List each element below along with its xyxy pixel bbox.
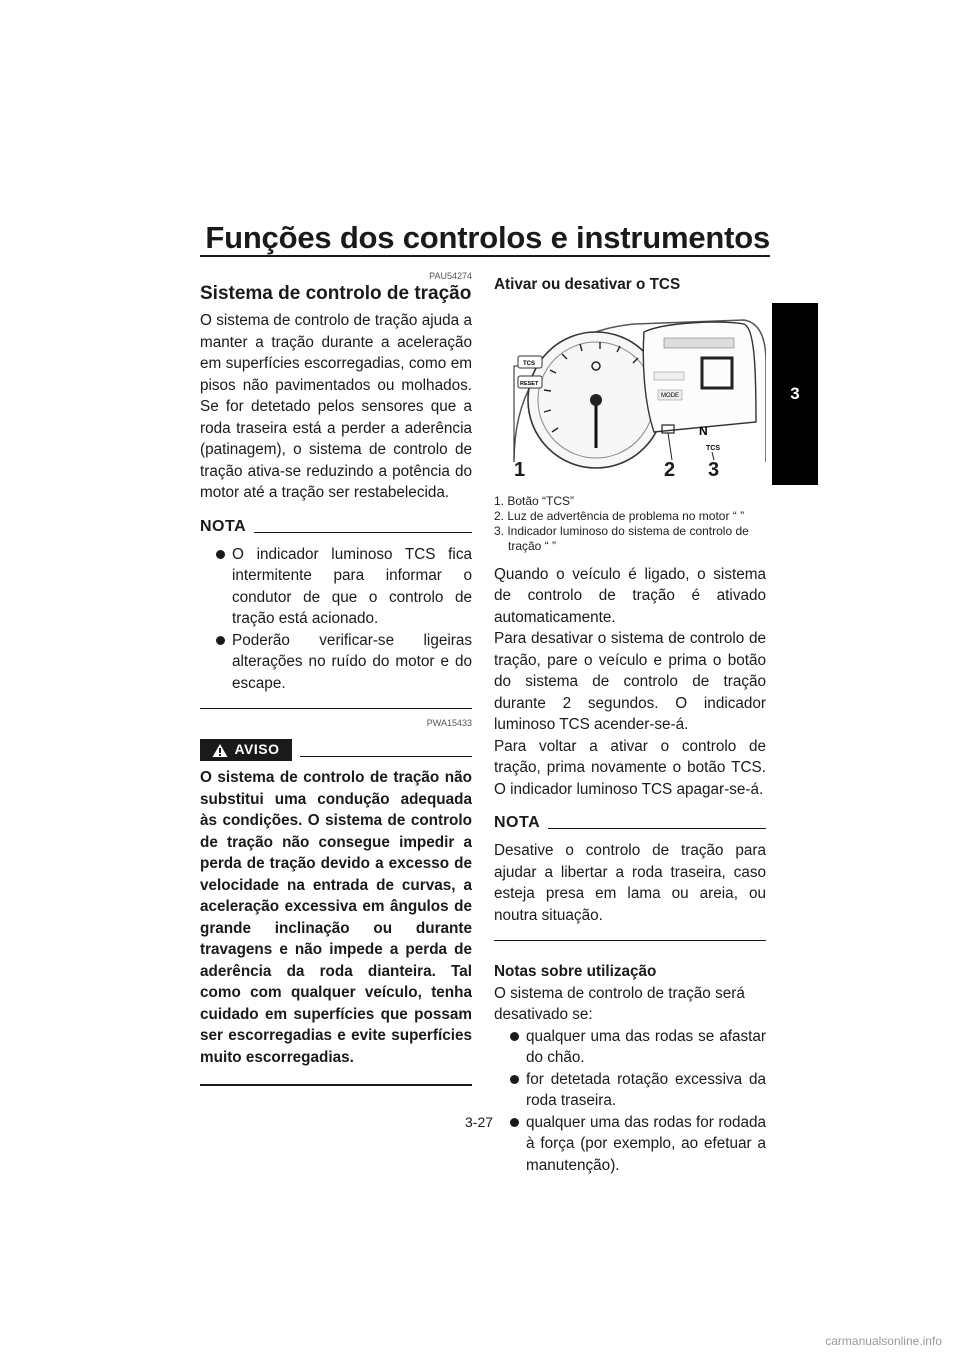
aviso-badge: [200, 739, 292, 761]
list-item: O indicador luminoso TCS fica intermitente para informar o condutor de que o controlo de tração está acionado.: [210, 544, 472, 630]
left-column: [200, 270, 472, 1086]
notes-list: [494, 1026, 766, 1177]
mode-label: MODE: [661, 392, 679, 399]
chapter-number: 3: [790, 384, 800, 403]
nota-end-rule: [200, 708, 472, 709]
aviso-rule: [300, 756, 472, 757]
paragraph: Para voltar a ativar o controlo de tração, prima novamente o botão TCS. O indicador luminoso TCS apagar-se-á.: [494, 737, 766, 798]
caption-item: 3. Indicador luminoso do sistema de controlo de tração “ ”: [494, 523, 749, 553]
section-title: Sistema de controlo de tração: [200, 283, 472, 304]
caption-item: 1. Botão “TCS”: [494, 493, 575, 508]
paragraph: Quando o veículo é ligado, o sistema de controlo de tração é ativado automaticamente.: [494, 565, 766, 626]
paragraph: Para desativar o sistema de controlo de tração, pare o veículo e prima o botão do sistema de controlo de tração durante 2 segundos. O indicador luminoso TCS acender-se-á.: [494, 630, 766, 733]
list-item: qualquer uma das rodas for rodada à força (por exemplo, ao efetuar a manutenção).: [504, 1112, 766, 1177]
nota-header: [494, 814, 766, 832]
aviso-header: [200, 739, 472, 761]
reference-code: PAU54274: [429, 271, 472, 281]
list-item: for detetada rotação excessiva da roda traseira.: [504, 1069, 766, 1112]
figure-number: 2: [664, 458, 676, 481]
intro-paragraph: O sistema de controlo de tração ajuda a manter a tração durante a aceleração em superfícies escorregadias, como em pisos não pavimentados ou molhados. Se for detetado pelos sensores que a roda traseira está a perder a aderência (patinagem), o sistema de controlo de tração ativa-se reduzindo a potência do motor até a tração ser restabelecida.: [200, 312, 472, 501]
warning-triangle-icon: [212, 743, 228, 758]
nota-end-rule: [494, 940, 766, 941]
aviso-label: AVISO: [234, 741, 280, 758]
header-rule: [200, 255, 770, 257]
figure-number: 3: [708, 458, 720, 481]
neutral-indicator: N: [699, 423, 708, 438]
nota-text: Desative o controlo de tração para ajudar a libertar a roda traseira, caso esteja presa em lama ou areia, ou noutra situação.: [494, 842, 766, 924]
reset-button-label: RESET: [520, 380, 539, 387]
list-item: qualquer uma das rodas se afastar do chão.: [504, 1026, 766, 1069]
instrument-cluster-figure: [494, 302, 766, 492]
nota-rule: [548, 828, 766, 829]
nota-rule: [254, 532, 472, 533]
chapter-tab: [772, 303, 818, 485]
nota-label: NOTA: [200, 517, 247, 535]
right-column: [494, 274, 766, 1176]
instrument-cluster-drawing: [494, 302, 766, 492]
page-title: Funções dos controlos e instrumentos: [205, 220, 770, 255]
nota-label: NOTA: [494, 814, 541, 831]
watermark: carmanualsonline.info: [825, 1334, 942, 1348]
figure-number: 1: [514, 458, 526, 481]
tcs-button-label: TCS: [523, 360, 535, 367]
tcs-indicator-label: TCS: [706, 444, 720, 452]
figure-caption: [494, 494, 766, 554]
aviso-end-rule: [200, 1084, 472, 1086]
notes-title: Notas sobre utilização: [494, 963, 657, 980]
nota-list: [200, 544, 472, 695]
reference-code: PWA15433: [426, 718, 472, 728]
nota-header: [200, 518, 472, 536]
subsection-title: Ativar ou desativar o TCS: [494, 276, 681, 293]
caption-item: 2. Luz de advertência de problema no motor “ ”: [494, 508, 745, 523]
aviso-text: O sistema de controlo de tração não substitui uma condução adequada às condições. O sistema de controlo de tração não consegue impedir a perda de tração devido a excesso de velocidade na entrada de curvas, a aceleração excessiva em ângulos de grande inclinação ou durante travagens e não impede a perda de aderência da roda dianteira. Tal como com qualquer veículo, tenha cuidado em superfícies que possam ser escorregadias e evite superfícies muito escorregadias.: [200, 769, 472, 1066]
page-number: 3-27: [465, 1114, 494, 1130]
list-item: Poderão verificar-se ligeiras alterações no ruído do motor e do escape.: [210, 630, 472, 695]
notes-intro: O sistema de controlo de tração será desativado se:: [494, 984, 745, 1023]
